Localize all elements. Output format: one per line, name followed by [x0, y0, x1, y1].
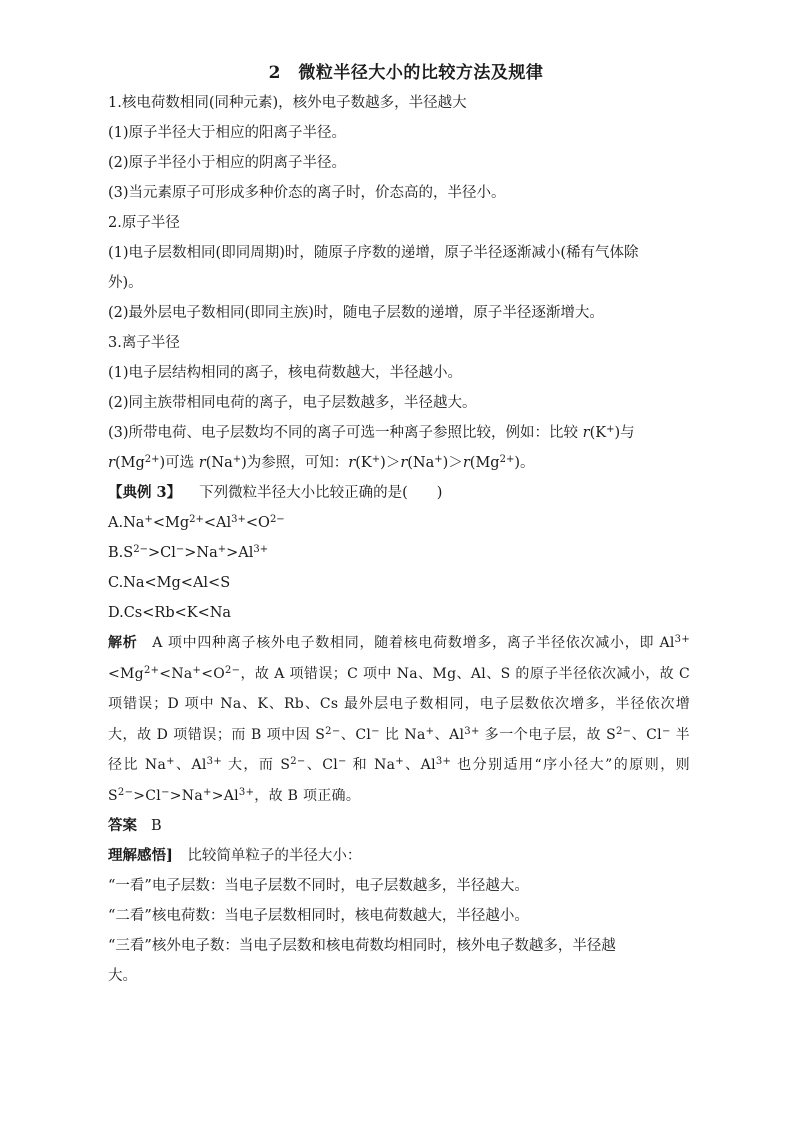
page-title: 2 微粒半径大小的比较方法及规律: [268, 63, 544, 83]
insight-point-1: “一看”电子层数：当电子层数不同时，电子层数越多，半径越大。: [108, 878, 529, 894]
section1-heading: 1.核电荷数相同(同种元素)，核外电子数越多，半径越大: [108, 95, 467, 111]
insight-point-3-line2: 大。: [108, 968, 137, 984]
insight-label: 理解感悟]: [108, 847, 173, 864]
insight-intro-line: 理解感悟] 比较简单粒子的半径大小：: [108, 847, 362, 864]
section1-item-2: (2)原子半径小于相应的阴离子半径。: [108, 155, 347, 171]
answer-value: B: [151, 818, 162, 834]
option-b: $B.S^{2-}>Cl^->Na^+>Al^{3+}$: [108, 544, 269, 561]
explanation-paragraph: 解析 A 项中四种离子核外电子数相同，随着核电荷数增多，离子半径依次减小，即 $Al^{3+}<Mg^{2+}<Na^+<O^{2-}$，故 A 项错误；C 项中 Na、Mg、Al、S 的原子半径依次减小，故 C 项错误；D 项中 Na、K、Rb、Cs 最外层电子数相同，电子层数依次增多，半径依次增大，故 D 项错误；而 B 项中因 $S^{2-}$、Cl− 比 Na+、$Al^{3+}$ 多一个电子层，故 $S^{2-}$、Cl− 半径比 Na+、$Al^{3+}$ 大，而 $S^{2-}$、Cl− 和 Na+、$Al^{3+}$ 也分别适用“序小径大”的原则，则 $S^{2-}>Cl^->Na^+>Al^{3+}$，故 B 项正确。: [108, 634, 690, 804]
section2-heading: 2.原子半径: [108, 215, 180, 231]
section3-heading: 3.离子半径: [108, 335, 180, 351]
section1-item-3: (3)当元素原子可形成多种价态的离子时，价态高的，半径小。: [108, 185, 506, 201]
section3-item-1: (1)电子层结构相同的离子，核电荷数越大，半径越小。: [108, 365, 463, 381]
section2-item-1-line2: 外)。: [108, 275, 143, 291]
option-a: $A.Na^+<Mg^{2+}<Al^{3+}<O^{2-}$: [108, 514, 285, 531]
section1-item-1: (1)原子半径大于相应的阳离子半径。: [108, 125, 347, 141]
insight-point-2: “二看”核电荷数：当电子层数相同时，核电荷数越大，半径越小。: [108, 908, 529, 924]
answer-line: [108, 811, 690, 841]
option-d: D.Cs<Rb<K<Na: [108, 605, 232, 621]
answer-label: 答案: [108, 817, 137, 834]
option-c: C.Na<Mg<Al<S: [108, 575, 231, 591]
insight-point-3-line1: “三看”核外电子数：当电子层数和核电荷数均相同时，核外电子数越多，半径越: [108, 938, 616, 954]
section3-item-2: (2)同主族带相同电荷的离子，电子层数越多，半径越大。: [108, 395, 477, 411]
example-label: 【典例 3】: [108, 484, 182, 501]
explanation-label: 解析: [108, 635, 138, 651]
section2-item-2: (2)最外层电子数相同(即同主族)时，随电子层数的递增，原子半径逐渐增大。: [108, 305, 604, 321]
document-page: [108, 58, 690, 991]
section3-item-3-line2: $r(Mg^{2+})$可选 r(Na+)为参照，可知：$r(K^+)>r(Na^+)>r(Mg^{2+})$。: [108, 454, 535, 471]
section3-item-3-line1: (3)所带电荷、电子层数均不同的离子可选一种离子参照比较，例如：比较 r(K+)与: [108, 424, 635, 441]
section2-item-1-line1: (1)电子层数相同(即同周期)时，随原子序数的递增，原子半径逐渐减小(稀有气体除: [108, 245, 639, 261]
example-question: 【典例 3】 下列微粒半径大小比较正确的是( ): [108, 484, 443, 501]
